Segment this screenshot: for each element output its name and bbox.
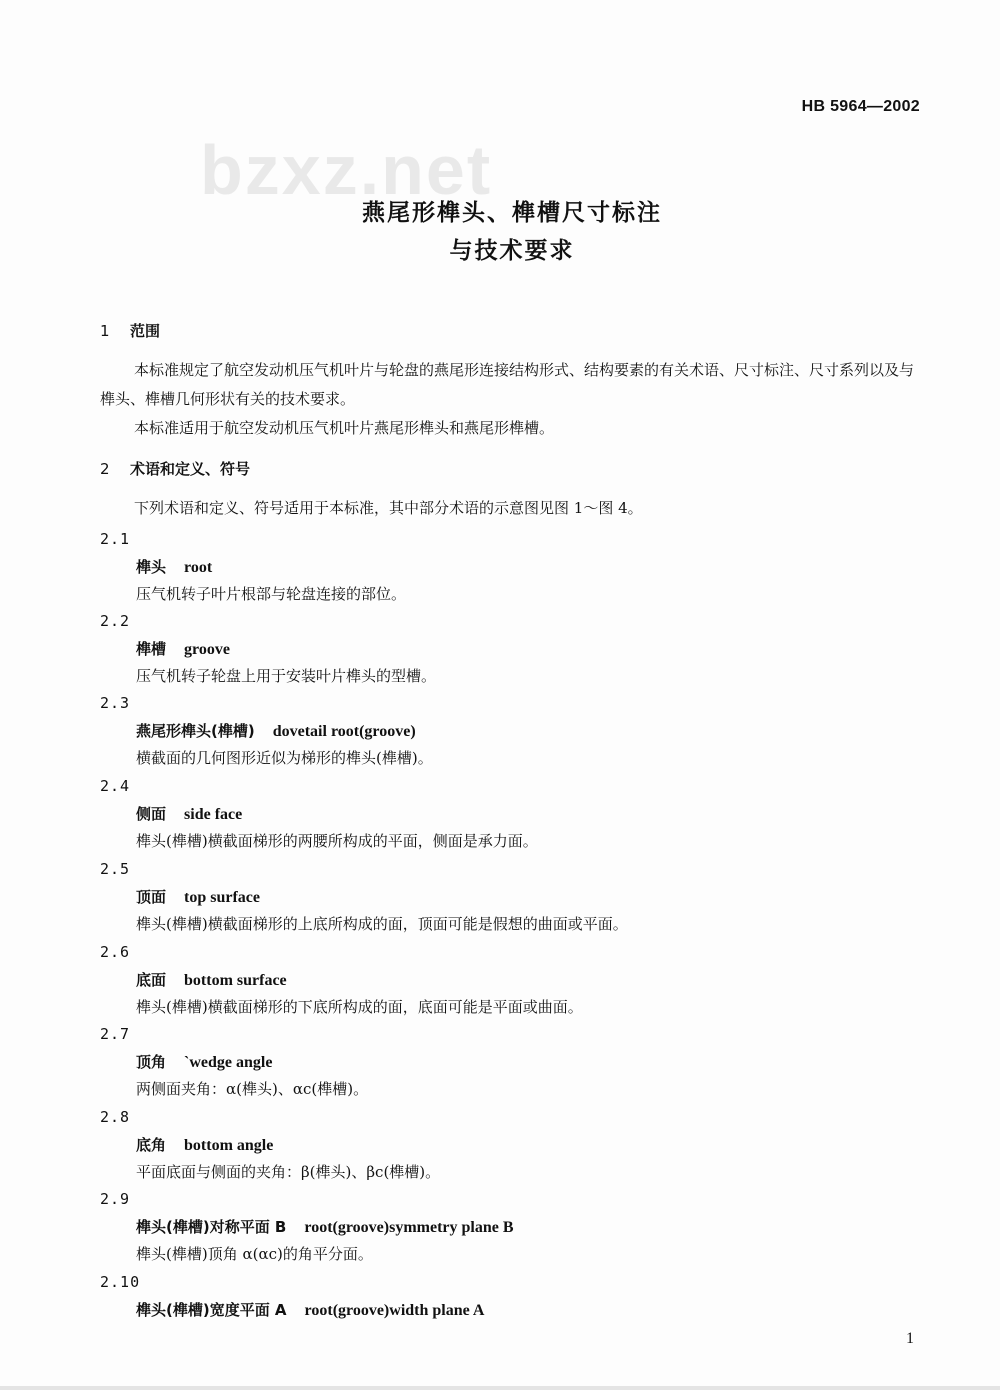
- section-2-heading: [100, 458, 250, 479]
- term-en: bottom angle: [184, 1137, 274, 1154]
- term: [136, 1134, 273, 1155]
- document-title-line1: 燕尾形榫头、榫槽尺寸标注: [362, 200, 662, 226]
- term: [136, 556, 212, 577]
- term: [136, 969, 287, 990]
- term-definition: 榫头(榫槽)横截面梯形的上底所构成的面，顶面可能是假想的曲面或平面。: [136, 915, 628, 933]
- term-definition: 两侧面夹角：α(榫头)、αc(榫槽)。: [136, 1080, 369, 1098]
- term: [136, 1299, 484, 1320]
- term-en: `wedge angle: [184, 1054, 273, 1071]
- term-zh: 底面: [136, 971, 167, 989]
- section-number: 2: [100, 460, 110, 478]
- clause-number: 2.3: [100, 694, 131, 712]
- section-1-paragraph-1: 本标准规定了航空发动机压气机叶片与轮盘的燕尾形连接结构形式、结构要素的有关术语、尺寸标注、尺寸系列以及与榫头、榫槽几何形状有关的技术要求。: [100, 361, 915, 408]
- term-zh: 榫头: [136, 558, 167, 576]
- section-title: 范围: [130, 322, 161, 340]
- term-definition: 压气机转子轮盘上用于安装叶片榫头的型槽。: [136, 667, 437, 685]
- section-1-paragraph-2: 本标准适用于航空发动机压气机叶片燕尾形榫头和燕尾形榫槽。: [134, 419, 555, 437]
- clause-number: 2.2: [100, 612, 131, 630]
- clause-number: 2.4: [100, 777, 131, 795]
- section-1-heading: [100, 320, 160, 341]
- clause-number: 2.1: [100, 530, 131, 548]
- clause-number: 2.7: [100, 1025, 131, 1043]
- term-en: root(groove)width plane A: [304, 1302, 485, 1319]
- term-en: top surface: [184, 889, 260, 906]
- standard-number: HB 5964—2002: [801, 98, 920, 115]
- term-zh: 侧面: [136, 805, 167, 823]
- clause-number: 2.8: [100, 1108, 131, 1126]
- term-zh: 榫头(榫槽)对称平面 B: [136, 1218, 287, 1236]
- term-en: root(groove)symmetry plane B: [304, 1219, 514, 1236]
- term-definition: 压气机转子叶片根部与轮盘连接的部位。: [136, 585, 407, 603]
- term-definition: 榫头(榫槽)横截面梯形的两腰所构成的平面，侧面是承力面。: [136, 832, 538, 850]
- term: [136, 720, 416, 741]
- term-definition: 平面底面与侧面的夹角：β(榫头)、βc(榫槽)。: [136, 1163, 441, 1181]
- document-title-line2: 与技术要求: [449, 238, 575, 264]
- clause-number: 2.9: [100, 1190, 131, 1208]
- page-edge: [0, 1386, 1000, 1390]
- term-en: side face: [184, 806, 243, 823]
- term-en: dovetail root(groove): [272, 723, 416, 740]
- term-definition: 榫头(榫槽)顶角 α(αc)的角平分面。: [136, 1245, 373, 1263]
- term-zh: 底角: [136, 1136, 167, 1154]
- term-definition: 横截面的几何图形近似为梯形的榫头(榫槽)。: [136, 749, 433, 767]
- term-definition: 榫头(榫槽)横截面梯形的下底所构成的面，底面可能是平面或曲面。: [136, 998, 583, 1016]
- clause-number: 2.5: [100, 860, 131, 878]
- term-zh: 顶角: [136, 1053, 167, 1071]
- section-title: 术语和定义、符号: [130, 460, 251, 478]
- clause-number: 2.10: [100, 1273, 141, 1291]
- watermark: bzxz.net: [200, 131, 493, 209]
- term-en: groove: [184, 641, 230, 658]
- term: [136, 638, 230, 659]
- term: [136, 803, 242, 824]
- section-2-intro: 下列术语和定义、符号适用于本标准，其中部分术语的示意图见图 1～图 4。: [134, 499, 643, 517]
- clause-number: 2.6: [100, 943, 131, 961]
- term: [136, 1051, 272, 1072]
- term-zh: 榫槽: [136, 640, 167, 658]
- page-number: 1: [906, 1330, 914, 1347]
- term-zh: 顶面: [136, 888, 167, 906]
- term-zh: 燕尾形榫头(榫槽): [136, 722, 255, 740]
- term-en: bottom surface: [184, 972, 287, 989]
- term-zh: 榫头(榫槽)宽度平面 A: [136, 1301, 287, 1319]
- term-en: root: [184, 559, 213, 576]
- term: [136, 1216, 514, 1237]
- section-number: 1: [100, 322, 110, 340]
- term: [136, 886, 260, 907]
